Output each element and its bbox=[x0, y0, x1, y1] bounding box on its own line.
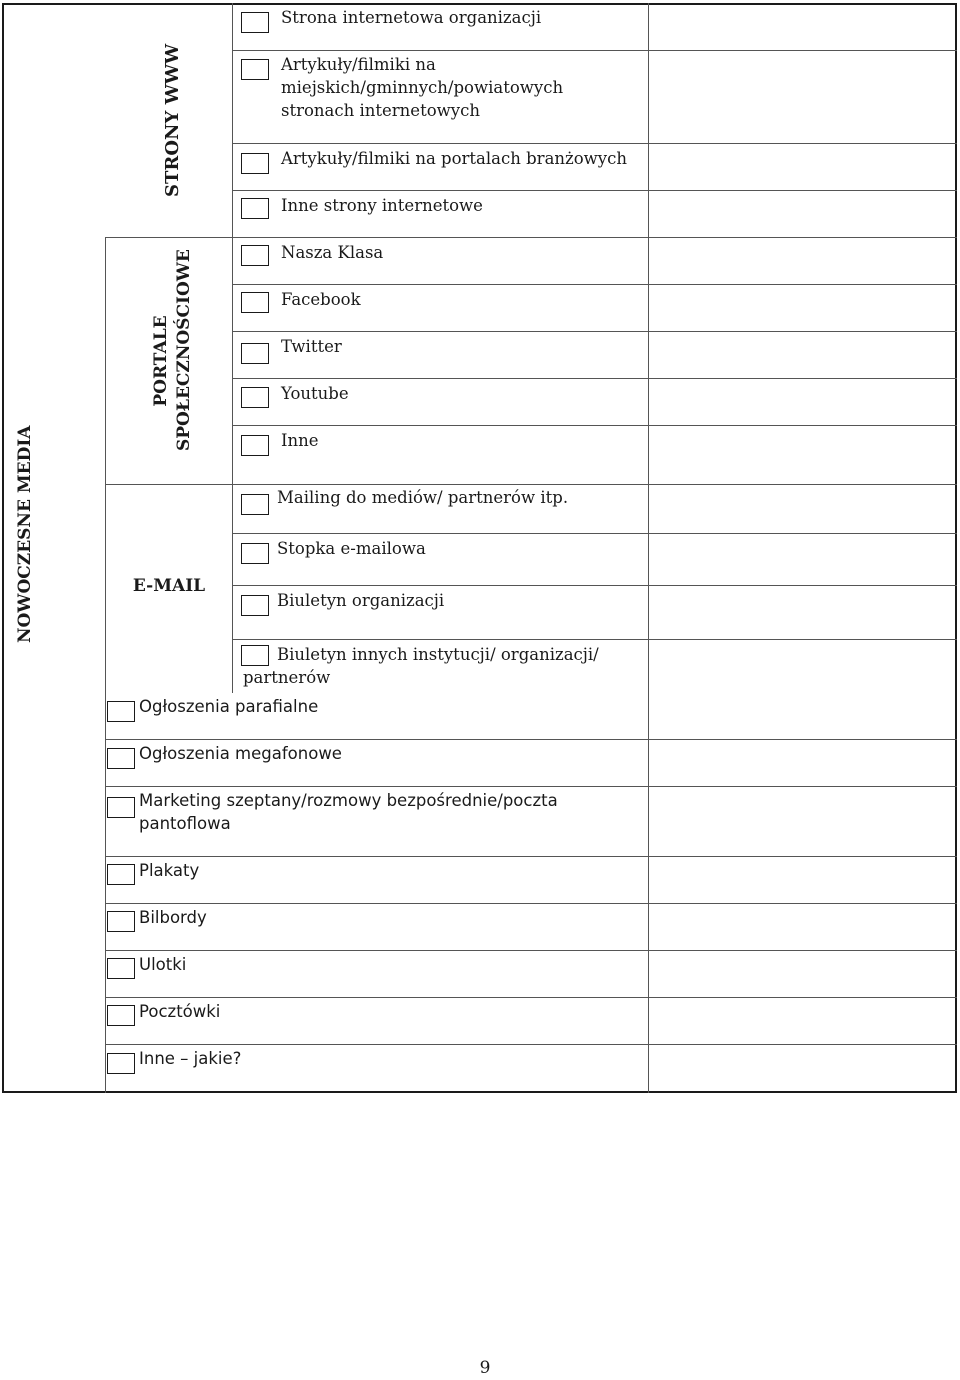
divider bbox=[232, 378, 957, 379]
checkbox[interactable] bbox=[241, 343, 269, 364]
item-label-line: miejskich/gminnych/powiatowych bbox=[281, 78, 564, 97]
item-label: Inne bbox=[281, 431, 319, 450]
checkbox-item bbox=[241, 194, 483, 219]
checkbox[interactable] bbox=[241, 153, 269, 174]
divider bbox=[105, 997, 957, 998]
section-label-portale-line2: SPOŁECZNOŚCIOWE bbox=[174, 249, 194, 451]
item-label-line: stronach internetowych bbox=[281, 101, 480, 120]
item-label-continuation: partnerów bbox=[243, 668, 331, 687]
divider bbox=[232, 425, 957, 426]
divider bbox=[105, 856, 957, 857]
divider bbox=[105, 950, 957, 951]
item-label: Biuletyn organizacji bbox=[277, 591, 445, 610]
checkbox[interactable] bbox=[107, 864, 135, 885]
checkbox[interactable] bbox=[241, 245, 269, 266]
checkbox[interactable] bbox=[107, 958, 135, 979]
divider bbox=[232, 284, 957, 285]
item-label: Bilbordy bbox=[139, 908, 207, 927]
item-label: Ogłoszenia megafonowe bbox=[139, 744, 342, 763]
item-label: Twitter bbox=[281, 337, 342, 356]
checkbox[interactable] bbox=[107, 911, 135, 932]
section-label-email: E-MAIL bbox=[132, 576, 206, 596]
checkbox-item bbox=[107, 1047, 241, 1074]
checkbox-item bbox=[107, 906, 207, 932]
divider bbox=[105, 237, 106, 1093]
divider bbox=[232, 331, 957, 332]
item-label: Nasza Klasa bbox=[281, 243, 384, 262]
divider bbox=[105, 484, 957, 485]
item-label: Pocztówki bbox=[139, 1002, 221, 1021]
item-label: Youtube bbox=[281, 384, 349, 403]
checkbox[interactable] bbox=[107, 1053, 135, 1074]
checkbox-item bbox=[241, 53, 563, 122]
divider bbox=[232, 3, 233, 693]
item-label: Stopka e-mailowa bbox=[277, 539, 426, 558]
checkbox-item bbox=[107, 742, 342, 769]
checkbox-item bbox=[241, 6, 541, 33]
item-label: Inne – jakie? bbox=[139, 1049, 242, 1068]
checkbox-item bbox=[107, 789, 558, 835]
section-label-portale-line1: PORTALE bbox=[151, 315, 171, 407]
checkbox[interactable] bbox=[107, 1005, 135, 1026]
checkbox[interactable] bbox=[107, 748, 135, 769]
section-label-nowoczesne-media: NOWOCZESNE MEDIA bbox=[15, 425, 35, 643]
checkbox-item bbox=[107, 953, 186, 979]
checkbox[interactable] bbox=[107, 797, 135, 818]
checkbox-item bbox=[241, 288, 361, 313]
divider bbox=[232, 585, 957, 586]
item-label: Ogłoszenia parafialne bbox=[139, 697, 319, 716]
item-label: Ulotki bbox=[139, 955, 187, 974]
checkbox[interactable] bbox=[241, 543, 269, 564]
divider bbox=[232, 190, 957, 191]
checkbox-item bbox=[241, 429, 319, 456]
checkbox[interactable] bbox=[241, 292, 269, 313]
item-label-line: pantoflowa bbox=[139, 814, 231, 833]
item-label: Artykuły/filmiki na portalach branżowych bbox=[281, 149, 627, 168]
checkbox[interactable] bbox=[241, 387, 269, 408]
divider bbox=[648, 3, 649, 1093]
item-label-line: Artykuły/filmiki na bbox=[281, 55, 436, 74]
checkbox-item bbox=[241, 537, 426, 564]
section-label-strony-www: STRONY WWW bbox=[162, 43, 183, 197]
checkbox[interactable] bbox=[241, 645, 269, 666]
checkbox[interactable] bbox=[241, 494, 269, 515]
divider bbox=[232, 639, 957, 640]
item-label-line: Marketing szeptany/rozmowy bezpośrednie/poczta bbox=[139, 791, 558, 810]
divider bbox=[105, 786, 957, 787]
item-label: Mailing do mediów/ partnerów itp. bbox=[277, 488, 569, 507]
item-label bbox=[139, 789, 558, 835]
checkbox[interactable] bbox=[241, 595, 269, 616]
checkbox[interactable] bbox=[241, 435, 269, 456]
checkbox-item bbox=[241, 147, 627, 174]
checkbox-item bbox=[107, 695, 318, 722]
divider bbox=[232, 143, 957, 144]
divider bbox=[105, 903, 957, 904]
item-label: Strona internetowa organizacji bbox=[281, 8, 542, 27]
checkbox-item bbox=[107, 1000, 220, 1026]
item-label bbox=[281, 53, 563, 122]
checkbox-item bbox=[241, 486, 568, 515]
checkbox-item bbox=[241, 589, 444, 616]
item-label: Facebook bbox=[281, 290, 361, 309]
section-label-portale bbox=[150, 249, 196, 451]
item-label: Biuletyn innych instytucji/ organizacji/ bbox=[277, 645, 599, 664]
checkbox[interactable] bbox=[241, 198, 269, 219]
checkbox[interactable] bbox=[241, 59, 269, 80]
divider bbox=[105, 237, 957, 238]
divider bbox=[232, 533, 957, 534]
divider bbox=[232, 50, 957, 51]
page-number: 9 bbox=[479, 1358, 491, 1378]
divider bbox=[105, 1044, 957, 1045]
checkbox-item bbox=[241, 335, 342, 364]
checkbox[interactable] bbox=[241, 12, 269, 33]
item-label: Plakaty bbox=[139, 861, 200, 880]
checkbox[interactable] bbox=[107, 701, 135, 722]
item-label: Inne strony internetowe bbox=[281, 196, 483, 215]
checkbox-item bbox=[241, 382, 349, 408]
checkbox-item bbox=[241, 643, 599, 666]
checkbox-item bbox=[107, 859, 199, 885]
checkbox-item bbox=[241, 241, 383, 266]
divider bbox=[105, 739, 957, 740]
